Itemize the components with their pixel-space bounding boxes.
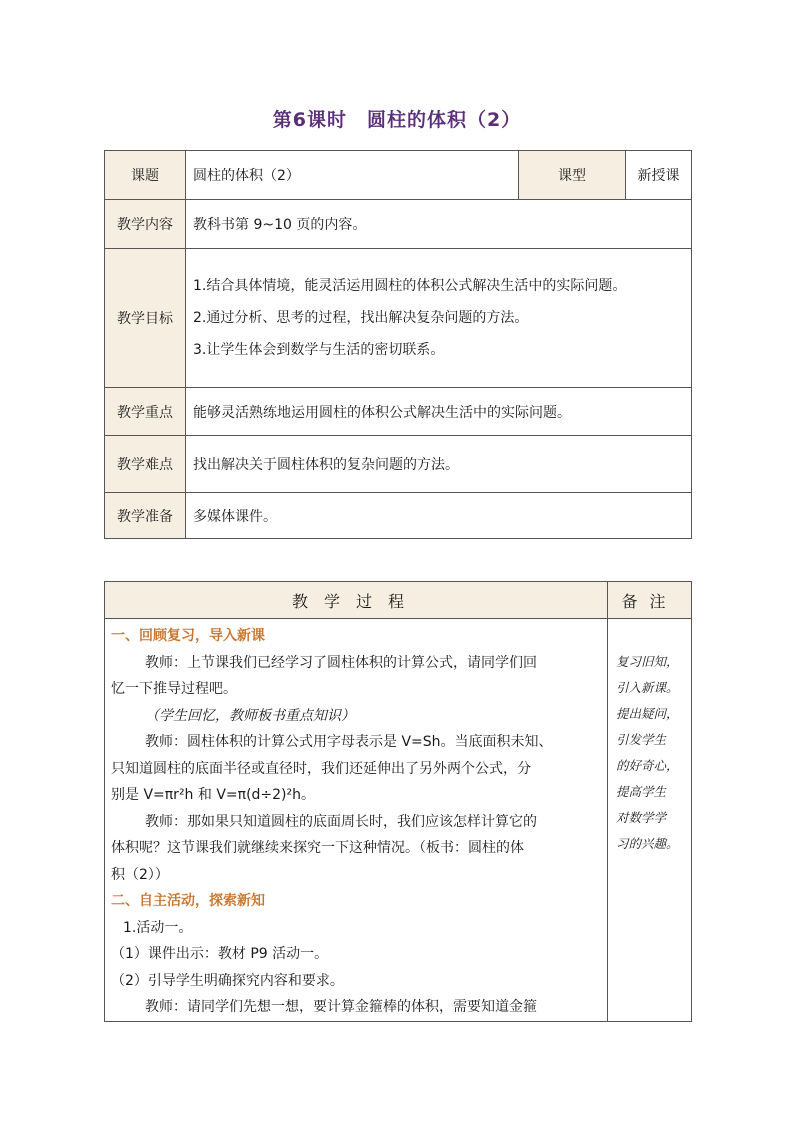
paragraph-line: 只知道圆柱的底面半径或直径时，我们还延伸出了另外两个公式，分 bbox=[111, 760, 531, 777]
goal-item: 1.结合具体情境，能灵活运用圆柱的体积公式解决生活中的实际问题。 bbox=[193, 278, 627, 294]
paragraph-line: 忆一下推导过程吧。 bbox=[111, 681, 237, 697]
activity-line: （1）课件出示：教材 P9 活动一。 bbox=[111, 946, 329, 962]
teaching-process-table bbox=[104, 581, 692, 1022]
process-header: 教学过程 bbox=[105, 582, 608, 619]
section-heading: 一、回顾复习，导入新课 bbox=[111, 628, 265, 644]
note-line: 提高学生 bbox=[616, 784, 667, 799]
topic-label: 课题 bbox=[105, 151, 186, 200]
paragraph-line: 教师：上节课我们已经学习了圆柱体积的计算公式，请同学们回 bbox=[145, 654, 537, 671]
note-line: 习的兴趣。 bbox=[616, 836, 679, 851]
goal-item: 2.通过分析、思考的过程，找出解决复杂问题的方法。 bbox=[193, 310, 529, 326]
note-line: 引发学生 bbox=[616, 732, 667, 747]
key-label: 教学重点 bbox=[105, 388, 186, 436]
note-line: 引入新课。 bbox=[616, 680, 679, 695]
note-line: 提出疑问， bbox=[616, 706, 679, 721]
note-header: 备注 bbox=[608, 582, 692, 619]
difficulty-label: 教学难点 bbox=[105, 436, 186, 493]
student-note: （学生回忆，教师板书重点知识） bbox=[145, 707, 355, 724]
paragraph-line: 体积呢？这节课我们就继续来探究一下这种情况。（板书：圆柱的体 bbox=[111, 840, 524, 856]
lesson-info-table bbox=[104, 150, 692, 539]
process-content bbox=[105, 619, 608, 1022]
activity-line: （2）引导学生明确探究内容和要求。 bbox=[111, 972, 344, 989]
section-heading: 二、自主活动，探索新知 bbox=[111, 893, 265, 909]
side-notes bbox=[608, 619, 692, 1022]
activity-line: 1.活动一。 bbox=[123, 919, 193, 936]
page-title bbox=[0, 105, 794, 132]
goal-item: 3.让学生体会到数学与生活的密切联系。 bbox=[193, 342, 445, 358]
difficulty-value: 找出解决关于圆柱体积的复杂问题的方法。 bbox=[186, 436, 692, 493]
note-line: 复习旧知， bbox=[616, 654, 679, 669]
lesson-title: 圆柱的体积（2） bbox=[367, 109, 522, 131]
note-line: 对数学学 bbox=[616, 810, 667, 825]
paragraph-line: 别是 V=πr²h 和 V=π(d÷2)²h。 bbox=[111, 787, 315, 803]
topic-value: 圆柱的体积（2） bbox=[186, 151, 519, 200]
key-value: 能够灵活熟练地运用圆柱的体积公式解决生活中的实际问题。 bbox=[186, 388, 692, 436]
paragraph-line: 教师：那如果只知道圆柱的底面周长时，我们应该怎样计算它的 bbox=[145, 813, 537, 830]
goal-label: 教学目标 bbox=[105, 249, 186, 388]
paragraph-line: 教师：请同学们先想一想，要计算金箍棒的体积，需要知道金箍 bbox=[145, 999, 537, 1015]
note-line: 的好奇心， bbox=[616, 758, 679, 773]
paragraph-line: 积（2）） bbox=[111, 866, 169, 883]
prep-value: 多媒体课件。 bbox=[186, 493, 692, 539]
goal-list bbox=[186, 249, 692, 388]
paragraph-line: 教师：圆柱体积的计算公式用字母表示是 V=Sh。当底面积未知、 bbox=[145, 734, 553, 750]
content-label: 教学内容 bbox=[105, 200, 186, 249]
type-value: 新授课 bbox=[626, 151, 692, 200]
prep-label: 教学准备 bbox=[105, 493, 186, 539]
content-value: 教科书第 9~10 页的内容。 bbox=[186, 200, 692, 249]
type-label: 课型 bbox=[519, 151, 626, 200]
lesson-number: 第6课时 bbox=[272, 109, 347, 131]
